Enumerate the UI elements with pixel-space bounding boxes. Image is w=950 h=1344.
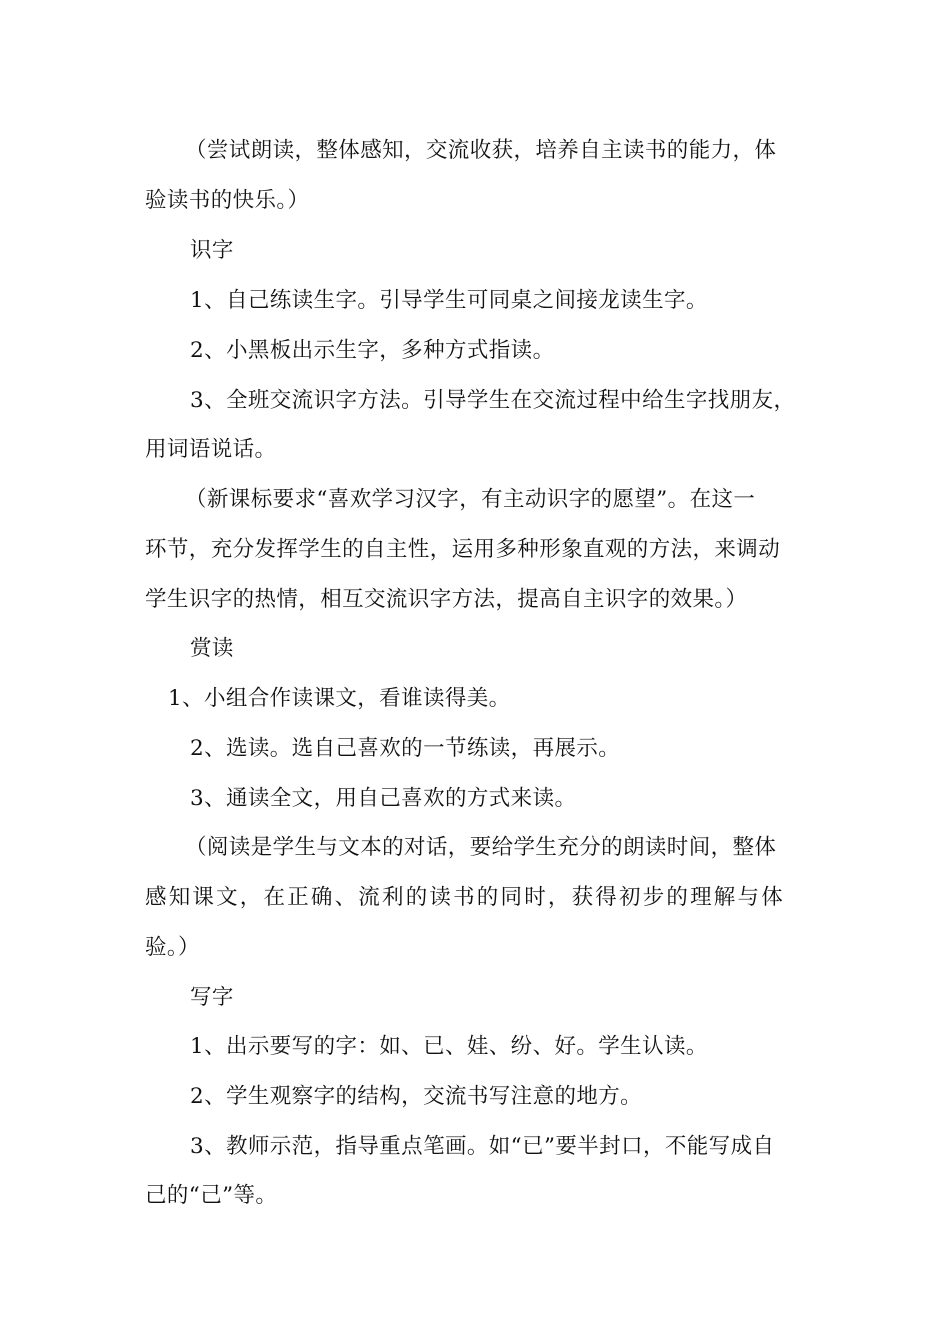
paragraph-note-line: （新课标要求“喜欢学习汉字，有主动识字的愿望”。在这一	[185, 487, 756, 512]
list-item: 2、学生观察字的结构，交流书写注意的地方。	[190, 1084, 643, 1109]
section-heading-xiezi: 写字	[190, 985, 234, 1010]
list-item-continuation: 用词语说话。	[145, 437, 277, 462]
paragraph-note-line: 环节，充分发挥学生的自主性，运用多种形象直观的方法，来调动	[145, 537, 781, 562]
section-heading-shangdu: 赏读	[190, 636, 234, 661]
paragraph-note-line: 验读书的快乐。）	[145, 188, 310, 213]
paragraph-note-line: 学生识字的热情，相互交流识字方法，提高自主识字的效果。）	[145, 587, 748, 612]
list-item: 2、选读。选自己喜欢的一节练读，再展示。	[190, 736, 621, 761]
list-item: 1、自己练读生字。引导学生可同桌之间接龙读生字。	[190, 288, 708, 313]
list-item: 1、小组合作读课文，看谁读得美。	[168, 686, 511, 711]
paragraph-note-line: 验。）	[145, 935, 200, 960]
list-item: 1、出示要写的字：如、已、娃、纷、好。学生认读。	[190, 1034, 708, 1059]
list-item: 2、小黑板出示生字，多种方式指读。	[190, 338, 555, 363]
paragraph-note-line: 感知课文，在正确、流利的读书的同时，获得初步的理解与体	[145, 885, 785, 910]
section-heading-shizi: 识字	[190, 238, 234, 263]
paragraph-note-line: （阅读是学生与文本的对话，要给学生充分的朗读时间，整体	[185, 835, 777, 860]
list-item: 3、全班交流识字方法。引导学生在交流过程中给生字找朋友，	[190, 388, 796, 413]
list-item-continuation: 己的“己”等。	[145, 1183, 278, 1208]
list-item: 3、教师示范，指导重点笔画。如“已”要半封口，不能写成自	[190, 1134, 775, 1159]
paragraph-note-line: （尝试朗读，整体感知，交流收获，培养自主读书的能力，体	[185, 138, 777, 163]
list-item: 3、通读全文，用自己喜欢的方式来读。	[190, 786, 577, 811]
